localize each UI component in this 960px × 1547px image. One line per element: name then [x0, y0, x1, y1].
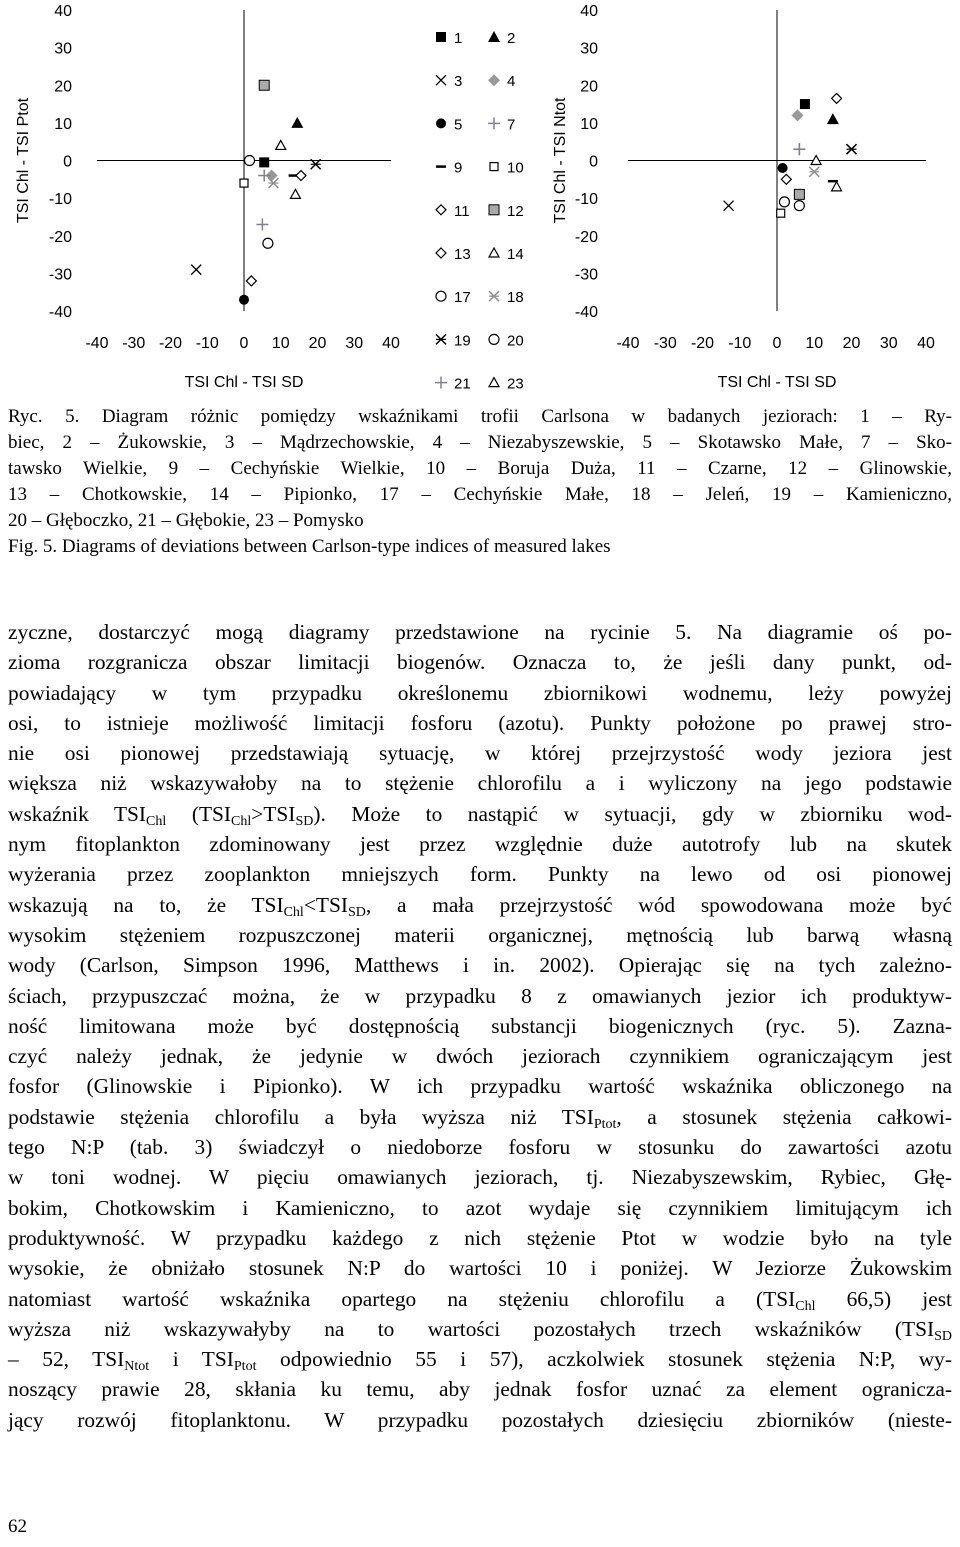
legend-label-19: 19: [454, 332, 471, 350]
caption-pl-line: 20 – Głęboczko, 21 – Głębokie, 23 – Pomysko: [8, 510, 364, 531]
y-tick-label: -30: [574, 266, 598, 284]
marker-triangle: [291, 117, 303, 128]
legend-marker-12: [489, 205, 499, 215]
text-span: >TSI: [251, 801, 296, 826]
y-axis-label: TSI Chl - TSI Ntot: [552, 97, 569, 224]
text-span: powiadający w tym przypadku określonemu zbiornikowi wodnemu, leży powyżej: [8, 680, 952, 705]
marker-triangle: [488, 31, 500, 42]
subscript: SD: [347, 904, 366, 920]
legend-label-5: 5: [454, 116, 463, 134]
text-span: osi, to istnieje możliwość limitacji fosforu (azotu). Punkty położone po prawej stro-: [8, 710, 952, 735]
legend-marker-19: [436, 334, 446, 344]
data-point-14: [276, 140, 286, 149]
text-span: zyczne, dostarczyć mogą diagramy przedstawione na rycinie 5. Na diagramie oś po-: [8, 620, 952, 644]
y-tick-label: 10: [54, 115, 72, 133]
marker-square-gray: [794, 189, 804, 199]
text-span: fosfor (Glinowskie i Pipionko). W ich przypadku wartość wskaźnika obliczonego na: [8, 1074, 952, 1099]
x-axis-label: TSI Chl - TSI SD: [717, 374, 837, 391]
text-span: odpowiednio 55 i 57), aczkolwiek stosunek stężenia N:P, wy-: [256, 1347, 952, 1372]
data-point-1: [259, 157, 269, 167]
data-point-4: [791, 109, 803, 121]
text-line: [8, 1344, 952, 1374]
text-span: i TSI: [149, 1347, 234, 1372]
text-span: czyć należy jednak, że jedynie w dwóch jeziorach czynnikiem ograniczającym jest: [8, 1044, 952, 1069]
data-point-12: [794, 189, 804, 199]
marker-square: [436, 32, 446, 42]
subscript: Chl: [283, 904, 304, 920]
legend-marker-17: [436, 291, 446, 301]
legend-marker-21: [435, 377, 447, 389]
body-paragraph: [8, 617, 952, 1435]
x-tick-label: 40: [382, 335, 400, 352]
y-tick-label: -30: [48, 266, 72, 284]
legend-marker-5: [436, 118, 446, 128]
data-point-2: [291, 117, 303, 128]
y-tick-label: 30: [54, 40, 72, 58]
text-span: podstawie stężenia chlorofilu a była wyższa niż TSI: [8, 1104, 594, 1129]
legend-marker-20: [489, 334, 499, 344]
text-line: [8, 1253, 952, 1283]
marker-square: [259, 157, 269, 167]
legend-marker-4: [488, 74, 500, 86]
text-line: [8, 859, 952, 889]
legend-label-11: 11: [454, 202, 470, 220]
marker-diamond-open: [296, 171, 306, 181]
x-tick-label: 40: [917, 335, 935, 352]
x-tick-label: 20: [842, 335, 861, 352]
text-span: w toni wodnej. W pięciu omawianych jeziorach, tj. Niezabyszewskim, Rybiec, Głę-: [8, 1165, 952, 1190]
data-point-12: [259, 80, 269, 90]
text-span: jący rozwój fitoplanktonu. W przypadku pozostałych dziesięciu zbiorników (nieste-: [8, 1407, 952, 1432]
data-point-21: [258, 170, 270, 182]
x-tick-label: -10: [728, 335, 752, 352]
text-span: nie osi pionowej przedstawiają sytuację, w której przejrzystość wody jeziora jest: [8, 741, 952, 766]
x-tick-label: 10: [805, 335, 824, 352]
data-point-3: [191, 265, 201, 275]
legend-marker-23: [489, 378, 499, 387]
marker-square-open: [490, 163, 498, 171]
marker-circle-open: [794, 201, 804, 211]
marker-circle-open: [245, 156, 255, 166]
y-tick-label: -10: [48, 191, 72, 209]
caption-pl-line: Ryc. 5. Diagram różnic pomiędzy wskaźnikami trofii Carlsona w badanych jeziorach: 1 – Ry-: [8, 406, 952, 427]
legend-marker-7: [488, 117, 500, 129]
figure-5: [0, 0, 960, 400]
text-span: wyżerania przez zooplankton mniejszych form. Punkty na lewo od osi pionowej: [8, 862, 952, 887]
y-tick-label: 10: [580, 115, 598, 133]
marker-triangle: [827, 113, 839, 124]
marker-triangle-open: [276, 140, 286, 149]
legend-marker-11: [436, 205, 446, 215]
y-tick-label: 20: [580, 78, 598, 96]
data-point-13: [832, 93, 842, 103]
text-span: natomiast wartość wskaźnika opartego na stężeniu chlorofilu a (TSI: [8, 1286, 796, 1311]
page-number: 62: [8, 1516, 27, 1537]
text-span: – 52, TSI: [8, 1347, 125, 1372]
legend-marker-1: [436, 32, 446, 42]
x-tick-label: -30: [122, 335, 146, 352]
marker-square-open: [240, 179, 248, 187]
marker-circle-filled: [778, 163, 788, 173]
y-tick-label: 40: [580, 3, 598, 20]
text-line: [8, 1041, 952, 1071]
data-point-2: [827, 113, 839, 124]
text-line: [8, 1071, 952, 1101]
text-line: [8, 617, 952, 647]
marker-diamond-open: [436, 205, 446, 215]
marker-circle-open: [779, 197, 789, 207]
subscript: Chl: [146, 813, 167, 829]
text-span: tego N:P (tab. 3) świadczył o niedoborze fosforu w stosunku do zawartości azotu: [8, 1135, 952, 1160]
data-point-17: [779, 197, 789, 207]
text-span: produktywność. W przypadku każdego z nich stężenie Ptot w wodzie było na tyle: [8, 1225, 952, 1250]
legend-label-10: 10: [507, 159, 524, 177]
data-point-17: [245, 156, 255, 166]
marker-circle-open: [436, 291, 446, 301]
data-point-10: [240, 179, 248, 187]
text-span: ność limitowana może być dostępnością substancji biogenicznych (ryc. 5). Zazna-: [8, 1013, 952, 1038]
marker-square-open: [777, 209, 785, 217]
text-line: [8, 708, 952, 738]
text-line: [8, 950, 952, 980]
x-tick-label: 30: [879, 335, 898, 352]
subscript: Ptot: [593, 1116, 617, 1132]
text-line: [8, 799, 952, 829]
subscript: Ptot: [233, 1359, 257, 1375]
marker-diamond-open: [436, 248, 446, 258]
y-tick-label: 0: [589, 153, 598, 171]
text-span: , a stosunek stężenia całkowi-: [616, 1104, 952, 1129]
legend-marker-14: [489, 248, 499, 257]
legend-label-12: 12: [507, 202, 524, 220]
marker-triangle-open: [290, 189, 300, 198]
x-tick-label: 30: [345, 335, 364, 352]
x-tick-label: 10: [271, 335, 290, 352]
text-line: [8, 829, 952, 859]
caption-pl-line: 13 – Chotkowskie, 14 – Pipionko, 17 – Cechyńskie Małe, 18 – Jeleń, 19 – Kamieniczno,: [8, 484, 952, 505]
legend-label-4: 4: [507, 73, 516, 91]
text-line: [8, 1314, 952, 1344]
data-point-23: [832, 182, 842, 191]
text-line: [8, 647, 952, 677]
subscript: Ntot: [124, 1359, 150, 1375]
legend-label-18: 18: [507, 289, 524, 307]
text-span: wysokie, że obniżało stosunek N:P do wartości 10 i poniżej. W Jeziorze Żukowskim: [8, 1256, 952, 1281]
text-line: [8, 1011, 952, 1041]
data-point-18: [809, 167, 819, 177]
y-tick-label: 30: [580, 40, 598, 58]
marker-square-gray: [489, 205, 499, 215]
text-line: [8, 1374, 952, 1404]
text-line: [8, 1405, 952, 1435]
data-point-21: [793, 143, 805, 155]
text-line: [8, 1223, 952, 1253]
text-span: zioma rozgranicza obszar limitacji biogenów. Oznacza to, że jeśli dany punkt, od-: [8, 650, 952, 675]
marker-square-gray: [259, 80, 269, 90]
legend-label-17: 17: [454, 289, 471, 307]
x-tick-label: 20: [308, 335, 327, 352]
data-point-20: [263, 238, 273, 248]
y-tick-label: -20: [48, 228, 72, 246]
marker-diamond-open: [832, 93, 842, 103]
subscript: SD: [934, 1328, 952, 1344]
caption-en: Fig. 5. Diagrams of deviations between Carlson-type indices of measured lakes: [8, 536, 611, 557]
data-point-5: [239, 295, 249, 305]
text-span: wskaźnik TSI: [8, 801, 147, 826]
marker-triangle-open: [489, 248, 499, 257]
y-tick-label: -20: [574, 228, 598, 246]
text-line: [8, 678, 952, 708]
y-tick-label: -40: [574, 304, 598, 321]
data-point-11: [246, 276, 256, 286]
marker-circle-open: [263, 238, 273, 248]
text-line: [8, 1193, 952, 1223]
text-span: nym fitoplankton zdominowany jest przez względnie duże autotrofy lub na skutek: [8, 832, 952, 857]
legend-label-13: 13: [454, 246, 471, 263]
chart-right-ntot: [552, 3, 935, 391]
text-span: noszący prawie 28, skłania ku temu, aby jednak fosfor uznać za element ogranicza-: [8, 1377, 952, 1402]
y-tick-label: -10: [574, 191, 598, 209]
text-span: ściach, przypuszczać można, że w przypadku 8 z omawianych jezior ich produktyw-: [8, 983, 952, 1008]
figure-caption: [8, 404, 952, 560]
x-tick-label: -10: [195, 335, 219, 352]
legend-marker-2: [488, 31, 500, 42]
y-tick-label: 40: [54, 3, 72, 20]
text-line: [8, 768, 952, 798]
text-line: [8, 920, 952, 950]
legend-label-2: 2: [507, 30, 516, 47]
legend-marker-13: [436, 248, 446, 258]
x-axis-label: TSI Chl - TSI SD: [184, 374, 304, 391]
legend-label-14: 14: [507, 246, 524, 263]
data-point-20: [794, 201, 804, 211]
x-tick-label: 0: [772, 335, 782, 352]
text-span: 66,5) jest: [815, 1286, 953, 1311]
y-axis-label: TSI Chl - TSI Ptot: [15, 97, 32, 224]
legend-marker-3: [436, 75, 446, 85]
x-tick-label: 0: [239, 335, 249, 352]
data-point-3: [724, 201, 734, 211]
marker-circle-filled: [436, 118, 446, 128]
chart-left-ptot: [15, 3, 400, 391]
data-point-13: [296, 171, 306, 181]
text-span: wody (Carlson, Simpson 1996, Matthews i in. 2002). Opierając się na tych zależno-: [8, 953, 952, 978]
data-point-10: [777, 209, 785, 217]
chart-legend: [435, 30, 524, 393]
legend-marker-18: [489, 291, 499, 301]
data-point-11: [781, 174, 791, 184]
x-tick-label: -20: [690, 335, 715, 352]
text-span: wyższa niż wskazywałyby na to wartości pozostałych trzech wskaźników (TSI: [8, 1316, 935, 1341]
text-span: ). Może to nastąpić w sytuacji, gdy w zbiorniku wod-: [313, 801, 952, 826]
subscript: SD: [295, 813, 314, 829]
y-tick-label: -40: [48, 304, 72, 321]
text-line: [8, 1284, 952, 1314]
x-tick-label: -40: [85, 335, 109, 352]
subscript: Chl: [231, 813, 252, 829]
marker-triangle-open: [832, 182, 842, 191]
caption-pl-line: tawsko Wielkie, 9 – Cechyńskie Wielkie, 10 – Boruja Duża, 11 – Czarne, 12 – Glinowskie,: [8, 458, 952, 479]
text-line: [8, 1162, 952, 1192]
data-point-1: [800, 99, 810, 109]
x-tick-label: -30: [653, 335, 677, 352]
text-span: (TSI: [166, 801, 232, 826]
marker-circle-open: [489, 334, 499, 344]
legend-label-23: 23: [507, 375, 524, 393]
data-point-7: [256, 218, 268, 230]
text-line: [8, 738, 952, 768]
text-line: [8, 1132, 952, 1162]
data-point-23: [290, 189, 300, 198]
legend-label-3: 3: [454, 73, 463, 91]
text-span: bokim, Chotkowskim i Kamieniczno, to azot wydaje się czynnikiem limitującym ich: [8, 1195, 952, 1220]
subscript: Chl: [795, 1298, 816, 1314]
text-span: <TSI: [303, 892, 348, 917]
caption-pl-line: biec, 2 – Żukowskie, 3 – Mądrzechowskie, 4 – Niezabyszewskie, 5 – Skotawsko Małe, 7 – Sko-: [8, 432, 952, 453]
y-tick-label: 0: [63, 153, 72, 171]
text-span: wskazują na to, że TSI: [8, 892, 284, 917]
text-line: [8, 1102, 952, 1132]
x-tick-label: -20: [158, 335, 183, 352]
marker-diamond-gray: [488, 74, 500, 86]
legend-label-7: 7: [507, 116, 516, 134]
text-line: [8, 981, 952, 1011]
legend-label-20: 20: [507, 332, 524, 350]
data-point-5: [778, 163, 788, 173]
legend-marker-10: [490, 163, 498, 171]
legend-label-9: 9: [454, 159, 463, 177]
data-point-19: [847, 144, 857, 154]
text-line: [8, 890, 952, 920]
marker-circle-filled: [239, 295, 249, 305]
text-span: wysokim stężeniem rozpuszczonej materii organicznej, mętnością lub barwą własną: [8, 922, 952, 947]
legend-label-21: 21: [454, 375, 471, 393]
y-tick-label: 20: [54, 78, 72, 96]
text-span: , a mała przejrzystość wód spowodowana może być: [365, 892, 953, 917]
marker-triangle-open: [489, 378, 499, 387]
legend-label-1: 1: [454, 30, 463, 47]
text-span: większa niż wskazywałoby na to stężenie chlorofilu a i wyliczony na jego podstawie: [8, 771, 952, 796]
x-tick-label: -40: [616, 335, 640, 352]
marker-diamond-open: [246, 276, 256, 286]
marker-square: [800, 99, 810, 109]
marker-diamond-open: [781, 174, 791, 184]
marker-diamond-gray: [791, 109, 803, 121]
